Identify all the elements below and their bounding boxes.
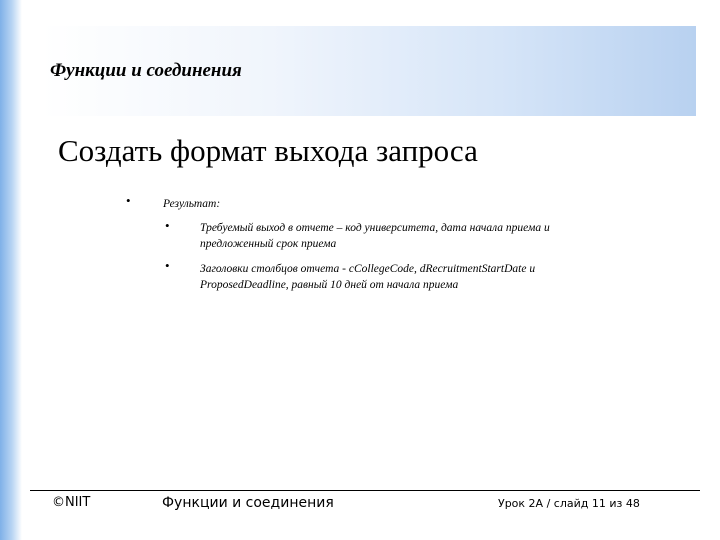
sub-bullet-1-line2: предложенный срок приема xyxy=(200,238,337,250)
left-decorative-bar xyxy=(0,0,22,540)
bullet-marker: • xyxy=(126,193,131,208)
sub-bullet-2-line1: Заголовки столбцов отчета - cCollegeCode, dRecruitmentStartDate и xyxy=(200,263,536,275)
footer-slide-info: Урок 2A / слайд 11 из 48 xyxy=(498,497,640,510)
header-title: Функции и соединения xyxy=(50,60,242,81)
sub-bullet-1-line1: Требуемый выход в отчете – код университета, дата начала приема и xyxy=(200,222,550,234)
footer-copyright: ©NIIT xyxy=(52,495,91,510)
sub-bullet-text-1 xyxy=(200,220,550,252)
sub-bullet-marker: • xyxy=(165,218,170,233)
footer-divider xyxy=(30,490,700,491)
bullet-text-result: Результат: xyxy=(163,198,221,210)
footer-topic: Функции и соединения xyxy=(162,495,334,511)
sub-bullet-marker: • xyxy=(165,258,170,273)
sub-bullet-text-2 xyxy=(200,261,535,293)
slide-title: Создать формат выхода запроса xyxy=(58,133,478,168)
sub-bullet-2-line2: ProposedDeadline, равный 10 дней от начала приема xyxy=(200,279,459,291)
